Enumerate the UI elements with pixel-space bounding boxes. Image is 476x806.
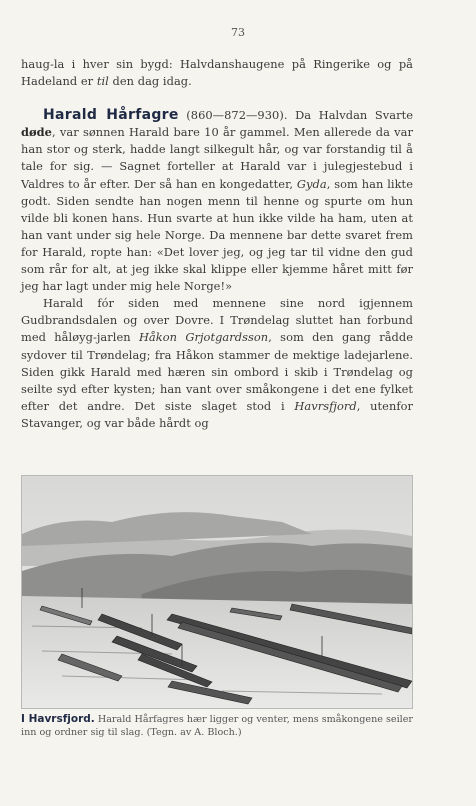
caption-text: Harald Hårfagres hær ligger og venter, mens småkongene seiler inn og ordner sig til slag. (Tegn. av A. Bloch.) [21, 714, 413, 738]
illustration-caption [21, 713, 413, 739]
caption-title: I Havrsfjord. [21, 713, 95, 725]
paragraph-harald-harfagre: Harald Hårfagre (860—872—930). Da Halvdan Svarte døde, var sønnen Harald bare 10 år gammel. Men allerede da var han stor og sterk, hadde langt silkegult hår, og var forstandig til å tale for sig. — Sagnet forteller at Harald var i julegjestebud i Valdres to år efter. Der så han en kongedatter, Gyda, som han likte godt. Siden sendte han nogen menn til henne og spurte om hun vilde bli konen hans. Hun svarte at hun ikke vilde ha ham, uten at han vant under sig hele Norge. Da mennene bar dette svaret frem for Harald, ropte han: «Det lover jeg, og jeg tar til vidne den gud som rår for alt, at jeg ikke skal klippe eller kjemme håret mitt før jeg har lagt under mig hele Norge!» [21, 107, 413, 294]
havrsfjord-illustration [21, 475, 413, 709]
section-heading: Harald Hårfagre [43, 107, 179, 124]
paragraph-halvdan-graves: haug-la i hver sin bygd: Halvdanshaugene på Ringerike og på Hadeland er til den dag idag. [21, 57, 413, 89]
body-text [21, 56, 413, 432]
page-number: 73 [231, 26, 245, 39]
fleet-drawing [22, 476, 412, 708]
paragraph-harald-campaign: Harald fór siden med mennene sine nord igjennem Gudbrandsdalen og over Dovre. I Trøndelag sluttet han forbund med håløyg-jarlen Håkon Grjotgardsson, som den gang rådde sydover til Trøndelag; fra Håkon stammer de mektige ladejarlene. Siden gikk Harald med hæren sin ombord i skib i Trøndelag og seilte syd efter kysten; han vant over småkongene i det ene fylket efter det andre. Det siste slaget stod i Havrsfjord, utenfor Stavanger, og var både hårdt og [21, 296, 414, 430]
